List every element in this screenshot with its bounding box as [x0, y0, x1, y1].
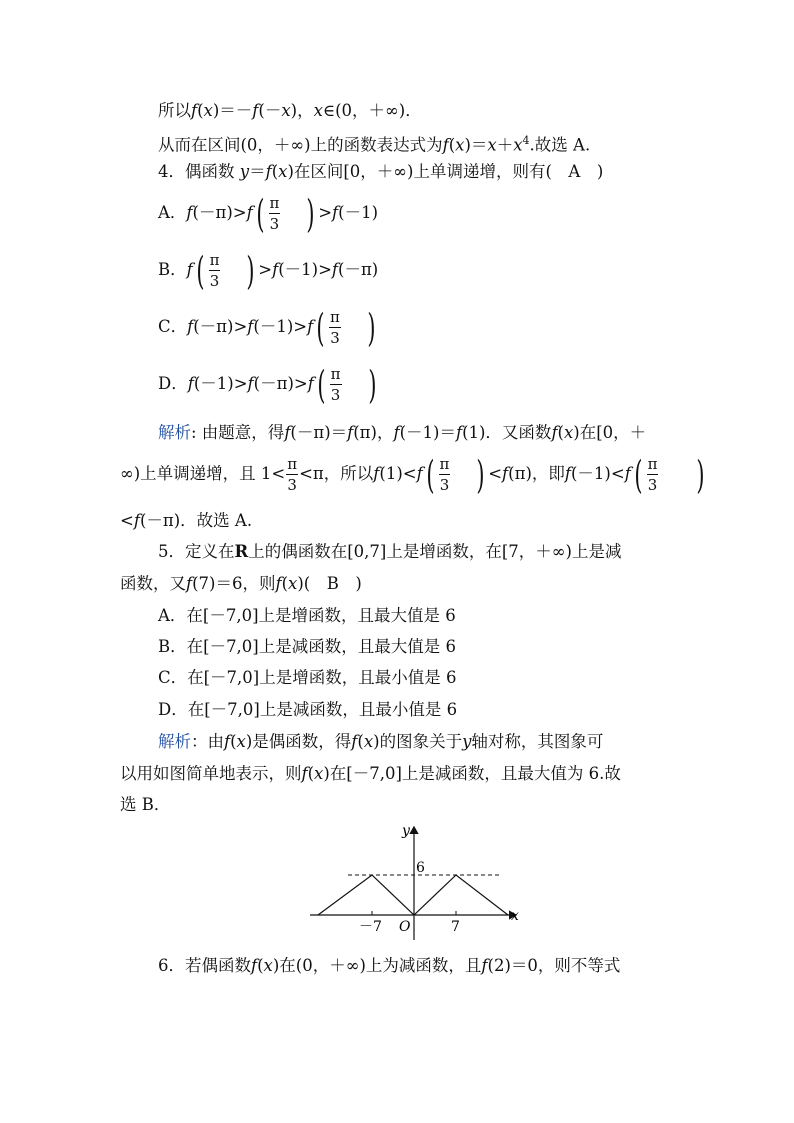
- q5-solution-line-1: 解析：由f(x)是偶函数，得f(x)的图象关于y轴对称，其图象可: [158, 732, 604, 751]
- intro-line-2: 从而在区间(0，＋∞)上的函数表达式为$f(x)=x+x^4$.故选 A.: [158, 134, 591, 155]
- q5-option-b: B．在[－7,0]上是减函数，且最大值是 6: [158, 637, 456, 656]
- q4-stem: 4．偶函数 y＝f(x)在区间[0，＋∞)上单调递增，则有( A ): [158, 162, 604, 181]
- fraction-pi-over-3: $\frac{\pi}{3}$: [647, 455, 658, 494]
- q5-solution-line-3: 选 B．: [120, 795, 171, 814]
- neg7-label: －7: [359, 919, 382, 935]
- q5-option-c: C．在[－7,0]上是增函数，且最小值是 6: [158, 668, 457, 687]
- function-graph: [310, 822, 540, 942]
- q4-option-b: B．f( $\frac{\pi}{3}$ ) >f(－1)>f(－π): [158, 248, 379, 293]
- fraction-pi-over-3: $\frac{\pi}{3}$: [439, 455, 450, 494]
- q5-stem-line-2: 函数，又f(7)＝6，则f(x)( B ): [120, 574, 362, 593]
- q6-stem: 6．若偶函数f(x)在(0，＋∞)上为减函数，且f(2)＝0，则不等式: [158, 956, 621, 975]
- q4-option-a: A．f(－π)>f( $\frac{\pi}{3}$ ) >f(－1): [158, 191, 379, 236]
- q4-option-c: C．f(－π)>f(－1)>f( $\frac{\pi}{3}$ ): [158, 305, 376, 350]
- y-axis-label: y: [402, 823, 410, 839]
- fraction-pi-over-3: $\frac{\pi}{3}$: [287, 455, 298, 494]
- fraction-pi-over-3: $\frac{\pi}{3}$: [330, 365, 341, 404]
- q4-option-d: D．f(－1)>f(－π)>f( $\frac{\pi}{3}$ ): [158, 362, 376, 407]
- q5-solution-line-2: 以用如图简单地表示，则f(x)在[－7,0]上是减函数，且最大值为 6.故: [120, 764, 621, 783]
- fraction-pi-over-3: $\frac{\pi}{3}$: [269, 194, 280, 233]
- solution-label: 解析: [158, 732, 191, 751]
- fraction-pi-over-3: $\frac{\pi}{3}$: [330, 308, 340, 347]
- fraction-pi-over-3: $\frac{\pi}{3}$: [209, 251, 220, 290]
- solution-label: 解析: [158, 423, 191, 442]
- origin-label: O: [399, 919, 411, 935]
- x-axis-label: x: [511, 908, 519, 924]
- q5-option-a: A．在[－7,0]上是增函数，且最大值是 6: [158, 606, 456, 625]
- intro-line-1: 所以f(x)＝－f(－x)，x∈(0，＋∞)．: [158, 101, 422, 120]
- max-value-label: 6: [416, 860, 425, 876]
- q4-solution-line-1: 解析: 由题意，得f(－π)＝f(π)，f(－1)＝f(1)．又函数f(x)在[0，＋: [158, 423, 647, 442]
- q4-solution-line-3: <f(－π)．故选 A.: [120, 511, 253, 530]
- q4-solution-line-2: ∞)上单调递增，且 1< $\frac{\pi}{3}$ <π，所以f(1)<f( $\frac{\pi}{3}$ ) <f(π)，即f(－1)<f( $\frac{\pi}{3}$ ): [120, 452, 705, 497]
- pos7-label: 7: [451, 919, 460, 935]
- q5-option-d: D．在[－7,0]上是减函数，且最小值是 6: [158, 700, 458, 719]
- function-curve: [318, 875, 508, 915]
- q5-stem-line-1: 5．定义在R上的偶函数在[0,7]上是增函数，在[7，＋∞)上是减: [158, 542, 622, 561]
